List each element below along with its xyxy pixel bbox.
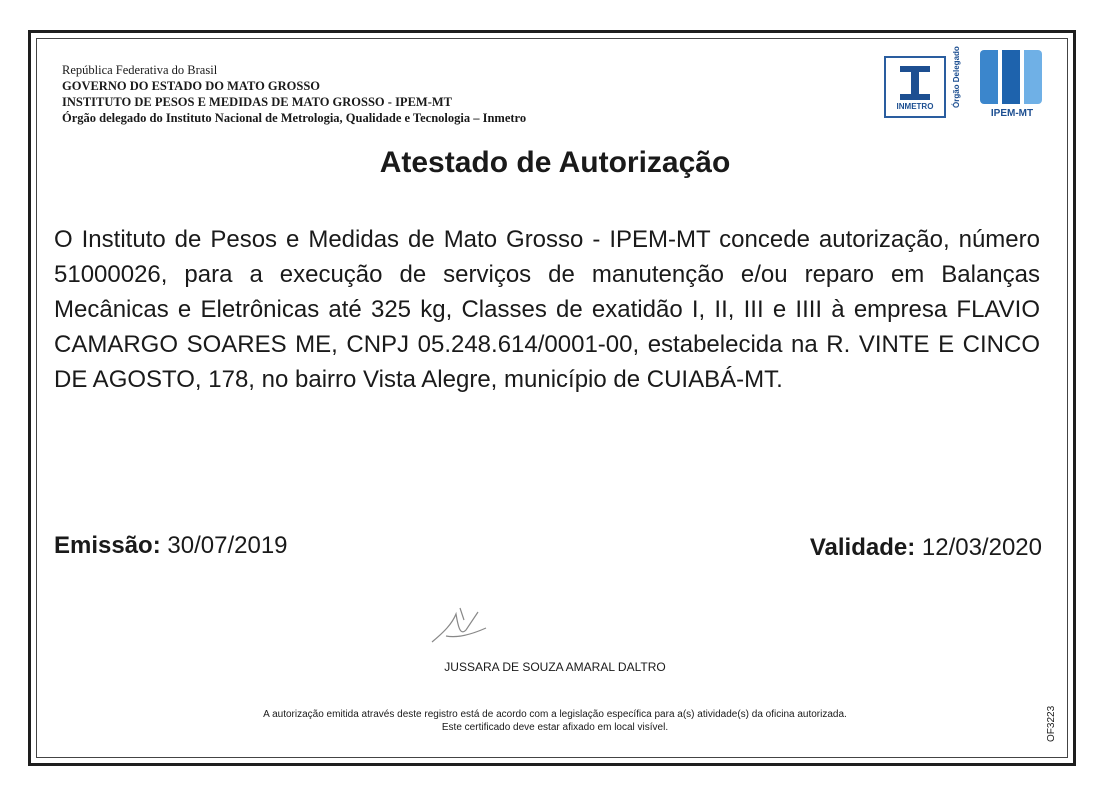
orgao-delegado-label [946,46,976,118]
ipem-logo-text: IPEM-MT [990,108,1034,119]
header-line-institute: INSTITUTO DE PESOS E MEDIDAS DE MATO GROSSO - IPEM-MT [62,95,452,109]
issue-date-value: 30/07/2019 [167,532,288,559]
document-title: Atestado de Autorização [379,146,731,179]
footnote-line-1: A autorização emitida através deste registro está de acordo com a legislação específica para a(s) atividade(s) da oficina autorizada. [263,709,847,720]
header-line-delegate: Órgão delegado do Instituto Nacional de Metrologia, Qualidade e Tecnologia – Inmetro [62,111,527,125]
form-code: OF3223 [1046,705,1057,742]
expiry-date [810,534,1042,562]
signer-name: JUSSARA DE SOUZA AMARAL DALTRO [444,660,666,674]
ipem-mt-logo [980,50,1044,122]
expiry-date-value: 12/03/2020 [921,534,1042,561]
inmetro-logo [884,56,946,118]
issue-date-label: Emissão: [54,532,161,559]
issuer-header [62,62,526,126]
legal-footnote [0,708,1110,734]
authorization-text: O Instituto de Pesos e Medidas de Mato Grosso - IPEM-MT concede autorização, número 51000026, para a execução de serviços de manutenção e/ou reparo em Balanças Mecânicas e Eletrônicas até 325 kg, Classes de exatidão I, II, III e IIII à empresa FLAVIO CAMARGO SOARES ME, CNPJ 05.248.614/0001-00, estabelecida na R. VINTE E CINCO DE AGOSTO, 178, no bairro Vista Alegre, município de CUIABÁ-MT. [54,226,1040,393]
footnote-line-2: Este certificado deve estar afixado em local visível. [441,722,669,733]
header-line-republic: República Federativa do Brasil [62,63,218,77]
orgao-delegado-text: Órgão Delegado [952,46,961,108]
expiry-date-label: Validade: [809,534,916,561]
inmetro-logo-text: INMETRO [896,102,934,111]
issue-date [54,532,288,560]
handwritten-signature [426,602,496,652]
header-line-government: GOVERNO DO ESTADO DO MATO GROSSO [62,79,321,93]
